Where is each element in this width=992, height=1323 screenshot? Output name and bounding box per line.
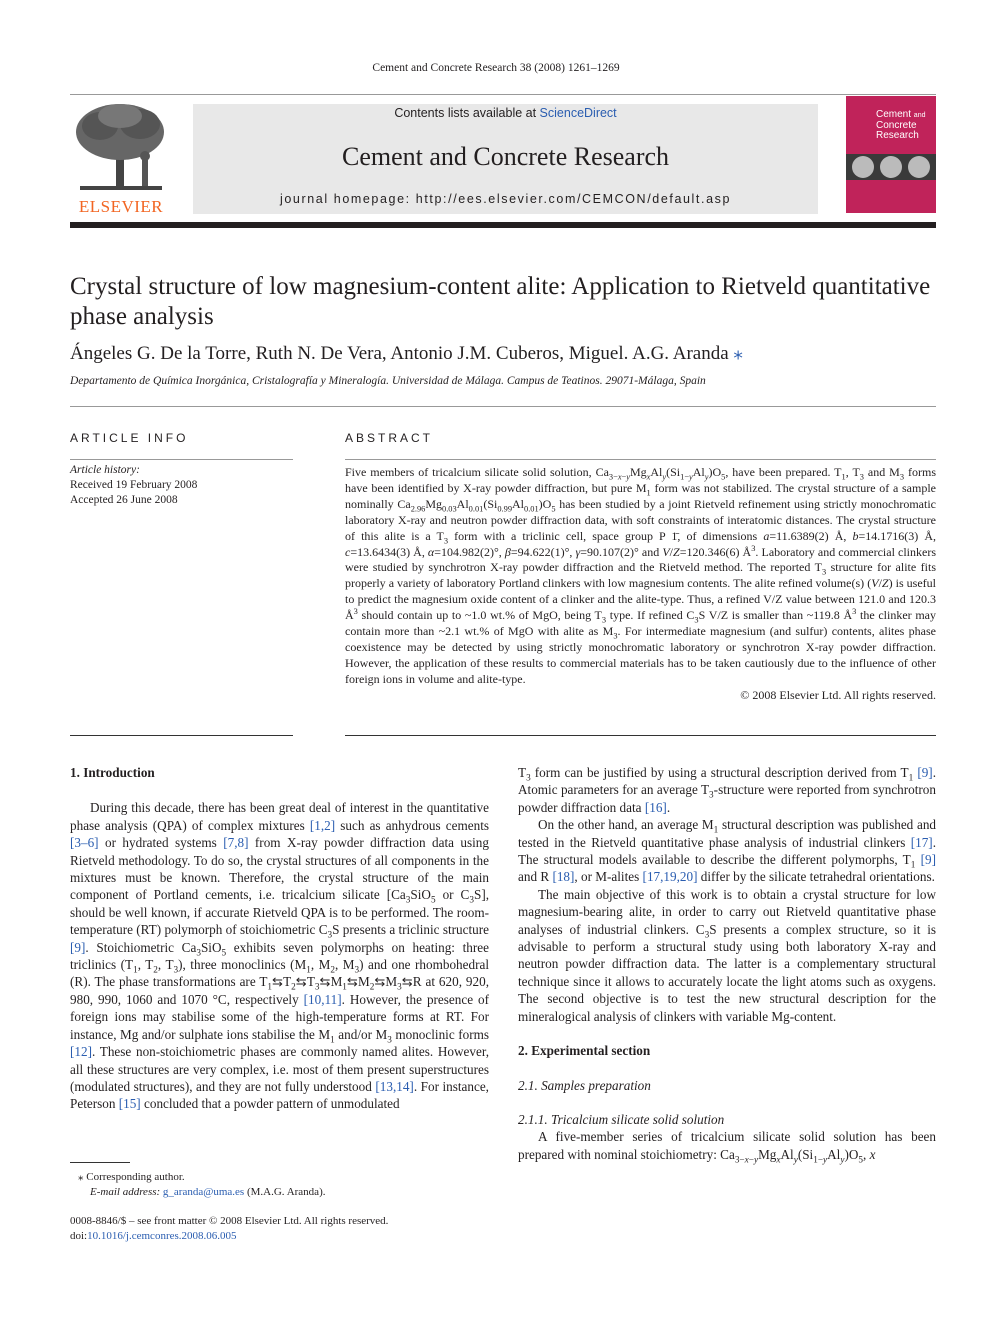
homepage-link[interactable]: http://ees.elsevier.com/CEMCON/default.asp [415,192,732,206]
footnote: ⁎ Corresponding author. E-mail address: g_aranda@uma.es (M.A.G. Aranda). [78,1171,326,1198]
subsubsection-heading: 2.1.1. Tricalcium silicate solid solution [518,1111,725,1127]
paragraph: On the other hand, an average $M_1$ structural description was published and tested in the Rietveld quantitative phase analysis of industrial clinkers [17]. The structural models available to describe the different polymorphs, $T_1$ [9] and R [18], or M-alites [17,19,20] differ by the silicate tetrahedral orientations. [518,817,937,885]
article-history: Article history: Received 19 February 2008 Accepted 26 June 2008 [70,463,293,508]
issn-line: 0008-8846/$ – see front matter © 2008 Elsevier Ltd. All rights reserved. [70,1215,389,1227]
paragraph: A five-member series of tricalcium silicate solid solution has been prepared with nominal stoichiometry: $Ca_{3-x-y}Mg_xAl_y(Si_{1-y}Al_y)O_5$, x [518,1129,936,1165]
article-title: Crystal structure of low magnesium-content alite: Application to Rietveld quantitative phase analysis [70,273,931,330]
paragraph: $T_3$ form can be justified by using a structural description derived from $T_1$ [9]. Atomic parameters for an average $T_3$-structure were reported from synchrotron powder diffraction data [16]. [518,765,936,815]
body-column-left [70,764,489,1113]
accepted-date: Accepted 26 June 2008 [70,494,178,506]
corresponding-author-link[interactable]: ⁎ [733,343,743,364]
divider [70,406,936,407]
journal-citation: Cement and Concrete Research 38 (2008) 1261–1269 [372,62,620,74]
elsevier-wordmark: ELSEVIER [78,197,164,216]
section-heading: 2. Experimental section [518,1043,651,1059]
section-heading: 1. Introduction [70,765,155,780]
elsevier-logo [70,102,172,217]
doi-link[interactable]: 10.1016/j.cemconres.2008.06.005 [87,1230,237,1242]
header-divider [70,94,936,95]
received-date: Received 19 February 2008 [70,479,198,491]
contents-line: Contents lists available at ScienceDirect [394,106,617,120]
article-info-heading: ARTICLE INFO [70,431,189,445]
journal-banner [193,104,818,214]
tree-icon [70,102,172,194]
journal-homepage: journal homepage: http://ees.elsevier.com/CEMCON/default.asp [279,192,732,206]
journal-title: Cement and Concrete Research [341,142,670,171]
author-list: Ángeles G. De la Torre, Ruth N. De Vera, Antonio J.M. Cuberos, Miguel. A.G. Aranda ⁎ [70,343,743,364]
subsection-heading: 2.1. Samples preparation [518,1077,651,1093]
header-thick-rule [70,222,936,228]
body-column-right [518,764,936,1163]
front-matter: 0008-8846/$ – see front matter © 2008 Elsevier Ltd. All rights reserved. doi:10.1016/j.cemconres.2008.06.005 [70,1214,490,1244]
copyright-notice: © 2008 Elsevier Ltd. All rights reserved. [740,687,936,702]
sciencedirect-link[interactable]: ScienceDirect [539,106,617,120]
abstract-heading: ABSTRACT [345,431,434,445]
abstract-text: Five members of tricalcium silicate solid solution, $Ca_{3-x-y}Mg_xAl_y(Si_{1-y}Al_y)O_5$, have been prepared. $T_1$, $T_3$ and $M_3$ forms have been identified by X-ray powder diffraction, but pure $M_1$ form was not stabilized. The crystal structure of a sample nominally $Ca_{2.96}Mg_{0.03}Al_{0.01}(Si_{0.99}Al_{0.01})O_5$ has been studied by a joint Rietveld refinement using strictly monochromatic laboratory X-ray and neutron powder diffraction data, with soft constraints of interatomic distances. The crystal structure of this alite is a $T_3$ form with a triclinic cell, space group P 1̄, of dimensions a=11.6389(2) Å, b=14.1716(3) Å, c=13.6434(3) Å, α=104.982(2)°, β=94.622(1)°, γ=90.107(2)° and V/Z=120.346(6) $Å^3$. Laboratory and commercial clinkers were studied by synchrotron X-ray powder diffraction and the Rietveld method. The reported $T_3$ structure for alite fits properly a variety of laboratory Portland clinkers with low magnesium contents. The alite refined volume(s) (V/Z) is useful to predict the magnesium oxide content of a clinker and the alite-type. Thus, a refined V/Z value between 121.0 and 120.3 $Å^3$ should contain up to ~1.0 wt.% of MgO, being $T_3$ type. If refined $C_3S$ V/Z is smaller than ~119.8 $Å^3$ the clinker may contain more than ~2.1 wt.% of MgO with alite as $M_3$. For intermediate magnesium (and sulfur) contents, alites phase coexistence may be detected by using strictly monochromatic laboratory or synchrotron X-ray powder diffraction. However, the application of these results to commercial materials has to be taken cautiously due to the influence of other foreign ions in volume and alite-type. © 2008 Elsevier Ltd. All rights reserved. [345,465,937,702]
paragraph: The main objective of this work is to obtain a crystal structure for low magnesium-bearing alite, in order to carry out Rietveld quantitative phase analyses of industrial clinkers. $C_3S$ presents a complex structure, so it is advisable to perform a structural study using both laboratory X-ray and neutron powder diffraction data. The latter is a complementary structural technique since it allows to accurately locate the light atoms such as oxygens. The second objective is to test the new structural description for the mineralogical analysis of clinkers with variable Mg-content. [518,886,937,1024]
journal-cover-thumbnail [846,96,936,213]
paragraph: During this decade, there has been great deal of interest in the quantitative phase analysis (QPA) of complex mixtures [1,2] such as anhydrous cements [3–6] or hydrated systems [7,8] from X-ray powder diffraction data using Rietveld methodology. To do so, the crystal structures of all components in the mixtures must be known. Therefore, the crystal structure of the main component of Portland cements, i.e. tricalcium silicate [$Ca_3SiO_5$ or $C_3S$], should be well known, if accurate Rietveld QPA is to be performed. The room-temperature (RT) polymorph of stoichiometric $C_3S$ presents a triclinic structure [9]. Stoichiometric $Ca_3SiO_5$ exhibits seven polymorphs on heating: three triclinics ($T_1$, $T_2$, $T_3$), three monoclinics ($M_1$, $M_2$, $M_3$) and one rhombohedral (R). The phase transformations are $T_1⇆T_2⇆T_3⇆M_1⇆M_2⇆M_3⇆R$ at 620, 920, 980, 990, 1060 and 1070 °C, respectively [10,11]. However, the presence of foreign ions may stabilise some of the high-temperature forms at RT. For instance, Mg and/or sulphate ions stabilise the $M_1$ and/or $M_3$ monoclinic forms [12]. These non-stoichiometric phases are commonly named alites. However, all these structures are very complex, i.e. most of them present superstructures (modulated structures), and they are not fully understood [13,14]. For instance, Peterson [15] concluded that a powder pattern of unmodulated [70,800,490,1112]
affiliation: Departamento de Química Inorgánica, Cristalografía y Mineralogía. Universidad de Málaga. Campus de Teatinos. 29071-Málaga, Spain [70,375,706,387]
cover-title: Cement and Concrete Research [876,109,926,141]
email-link[interactable]: g_aranda@uma.es [162,1186,245,1198]
